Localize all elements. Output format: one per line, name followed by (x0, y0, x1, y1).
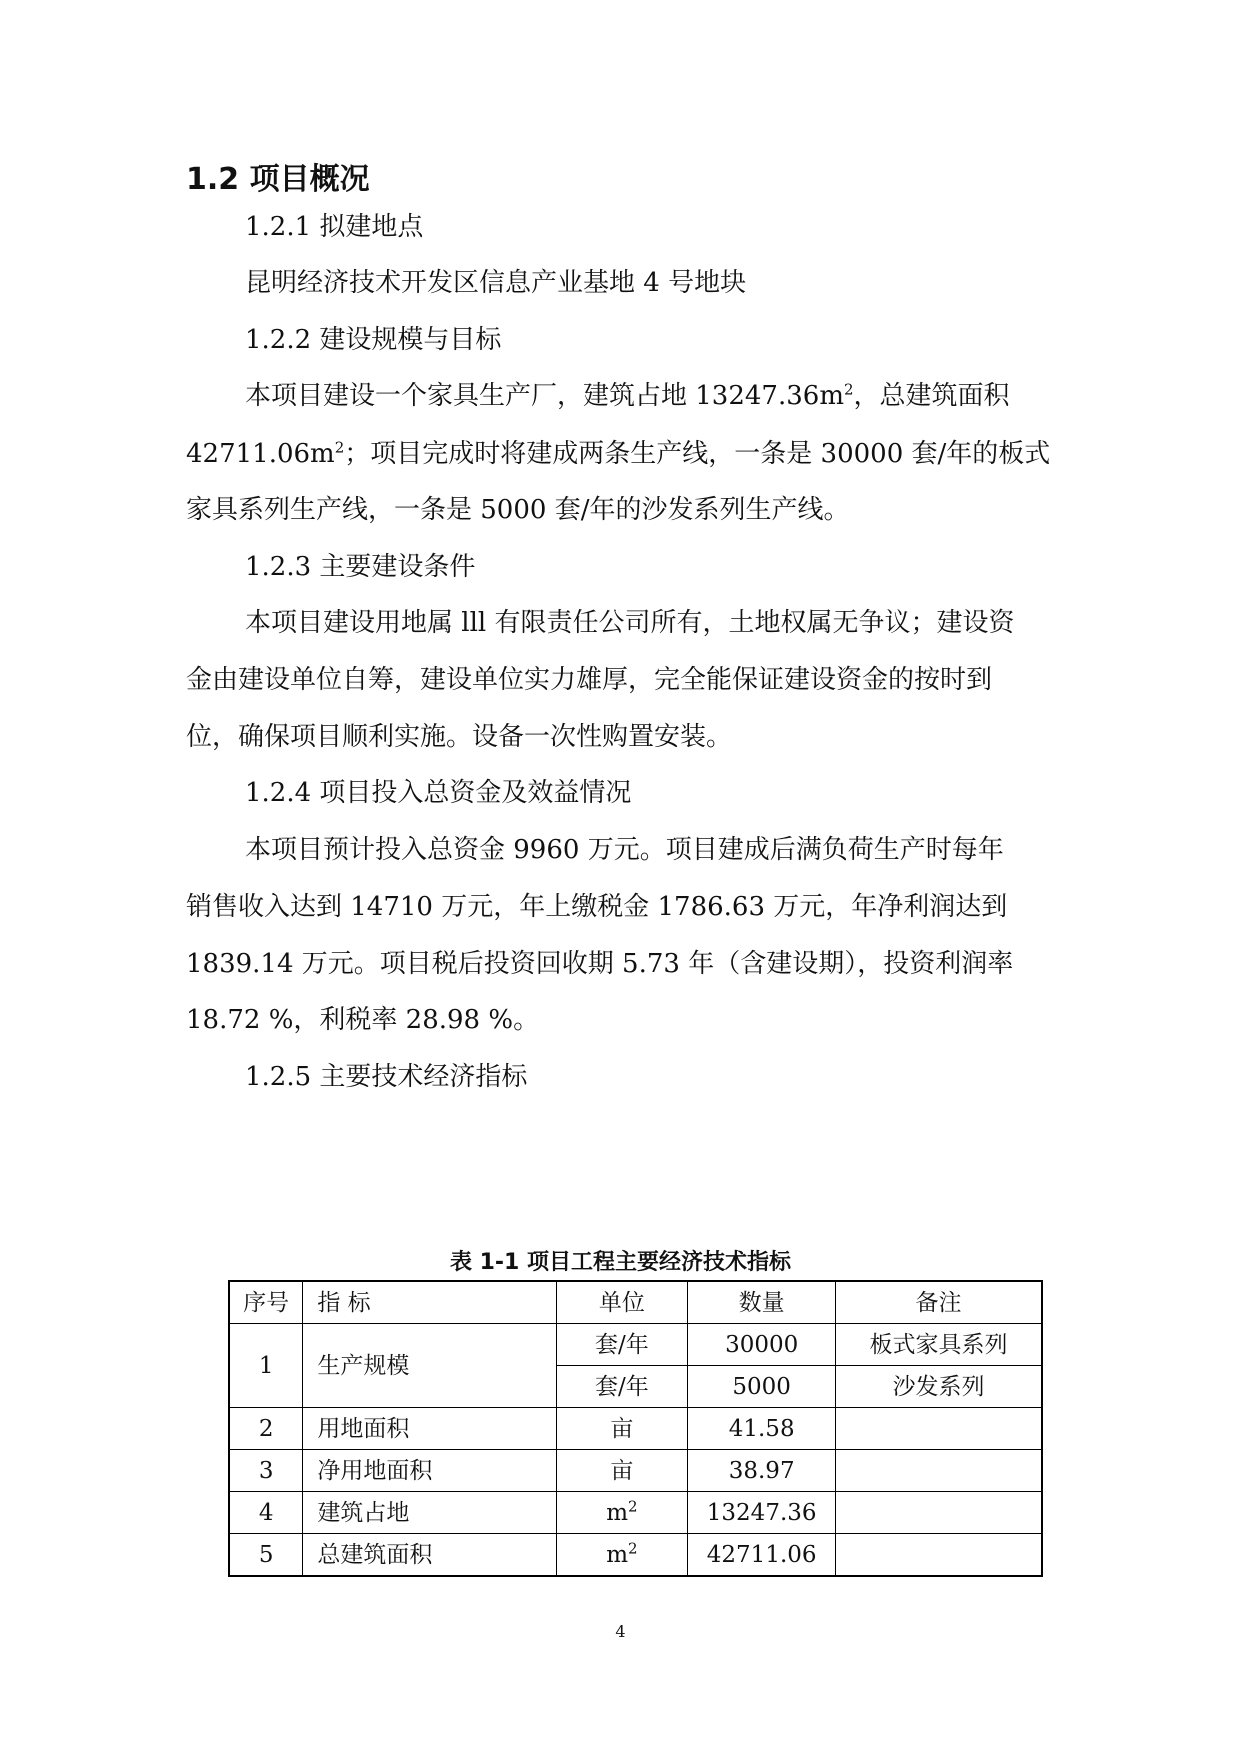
superscript: 2 (334, 438, 345, 457)
paragraph-line: 18.72 %，利税率 28.98 %。 (186, 1005, 540, 1035)
header-cell: 指 标 (303, 1281, 556, 1324)
subsection-heading: 1.2.1 拟建地点 (245, 212, 424, 242)
text-run: ；项目完成时将建成两条生产线，一条是 30000 套/年的板式 (344, 439, 1051, 469)
paragraph-line: 昆明经济技术开发区信息产业基地 4 号地块 (245, 268, 747, 298)
indicator-name: 用地面积 (303, 1408, 556, 1450)
superscript: 2 (843, 380, 854, 399)
quantity-cell: 38.97 (688, 1450, 836, 1492)
unit-cell: 套/年 (556, 1324, 688, 1366)
paragraph-line: 家具系列生产线，一条是 5000 套/年的沙发系列生产线。 (186, 495, 850, 525)
indicator-name: 建筑占地 (303, 1492, 556, 1534)
header-cell: 数量 (688, 1281, 836, 1324)
quantity-cell: 42711.06 (688, 1534, 836, 1577)
table-row (229, 1324, 1042, 1366)
quantity-cell: 30000 (688, 1324, 836, 1366)
unit-text: m (606, 1499, 629, 1526)
table-row (229, 1492, 1042, 1534)
paragraph-line: 1839.14 万元。项目税后投资回收期 5.73 年（含建设期），投资利润率 (186, 949, 1014, 979)
table-header-row (229, 1281, 1042, 1324)
section-heading: 1.2 项目概况 (186, 162, 370, 197)
header-cell: 备注 (836, 1281, 1042, 1324)
note-cell (836, 1450, 1042, 1492)
page-number: 4 (615, 1622, 626, 1641)
quantity-cell: 5000 (688, 1366, 836, 1408)
paragraph-line: 金由建设单位自筹，建设单位实力雄厚，完全能保证建设资金的按时到 (186, 665, 993, 695)
subsection-heading: 1.2.2 建设规模与目标 (245, 325, 502, 355)
unit-cell: 套/年 (556, 1366, 688, 1408)
row-number: 3 (229, 1450, 303, 1492)
paragraph-line (186, 434, 1086, 474)
unit-cell: 亩 (556, 1408, 688, 1450)
unit-cell (556, 1534, 688, 1577)
table-row (229, 1408, 1042, 1450)
indicator-table (228, 1280, 1043, 1577)
header-cell: 序号 (229, 1281, 303, 1324)
paragraph-line: 销售收入达到 14710 万元，年上缴税金 1786.63 万元，年净利润达到 (186, 892, 1008, 922)
paragraph-line: 位，确保项目顺利实施。设备一次性购置安装。 (186, 722, 733, 752)
unit-text: m (606, 1541, 629, 1568)
quantity-cell: 41.58 (688, 1408, 836, 1450)
subsection-heading: 1.2.3 主要建设条件 (245, 552, 476, 582)
row-number: 5 (229, 1534, 303, 1577)
superscript: 2 (628, 1538, 638, 1557)
quantity-cell: 13247.36 (688, 1492, 836, 1534)
table-row (229, 1450, 1042, 1492)
unit-cell: 亩 (556, 1450, 688, 1492)
note-cell: 板式家具系列 (836, 1324, 1042, 1366)
paragraph-line (245, 376, 1145, 416)
note-cell (836, 1534, 1042, 1577)
indicator-name: 净用地面积 (303, 1450, 556, 1492)
subsection-heading: 1.2.5 主要技术经济指标 (245, 1062, 528, 1092)
table-row (229, 1534, 1042, 1577)
text-run: 本项目建设一个家具生产厂，建筑占地 13247.36m (245, 381, 844, 411)
note-cell (836, 1492, 1042, 1534)
table-caption: 表 1-1 项目工程主要经济技术指标 (449, 1250, 792, 1275)
indicator-name: 生产规模 (303, 1324, 556, 1408)
paragraph-line: 本项目建设用地属 lll 有限责任公司所有，土地权属无争议；建设资 (245, 608, 1015, 638)
text-run: 42711.06m (186, 439, 335, 469)
text-run: ，总建筑面积 (853, 381, 1010, 411)
note-cell: 沙发系列 (836, 1366, 1042, 1408)
row-number: 1 (229, 1324, 303, 1408)
indicator-name: 总建筑面积 (303, 1534, 556, 1577)
row-number: 4 (229, 1492, 303, 1534)
subsection-heading: 1.2.4 项目投入总资金及效益情况 (245, 778, 632, 808)
row-number: 2 (229, 1408, 303, 1450)
paragraph-line: 本项目预计投入总资金 9960 万元。项目建成后满负荷生产时每年 (245, 835, 1004, 865)
note-cell (836, 1408, 1042, 1450)
superscript: 2 (628, 1496, 638, 1515)
header-cell: 单位 (556, 1281, 688, 1324)
unit-cell (556, 1492, 688, 1534)
